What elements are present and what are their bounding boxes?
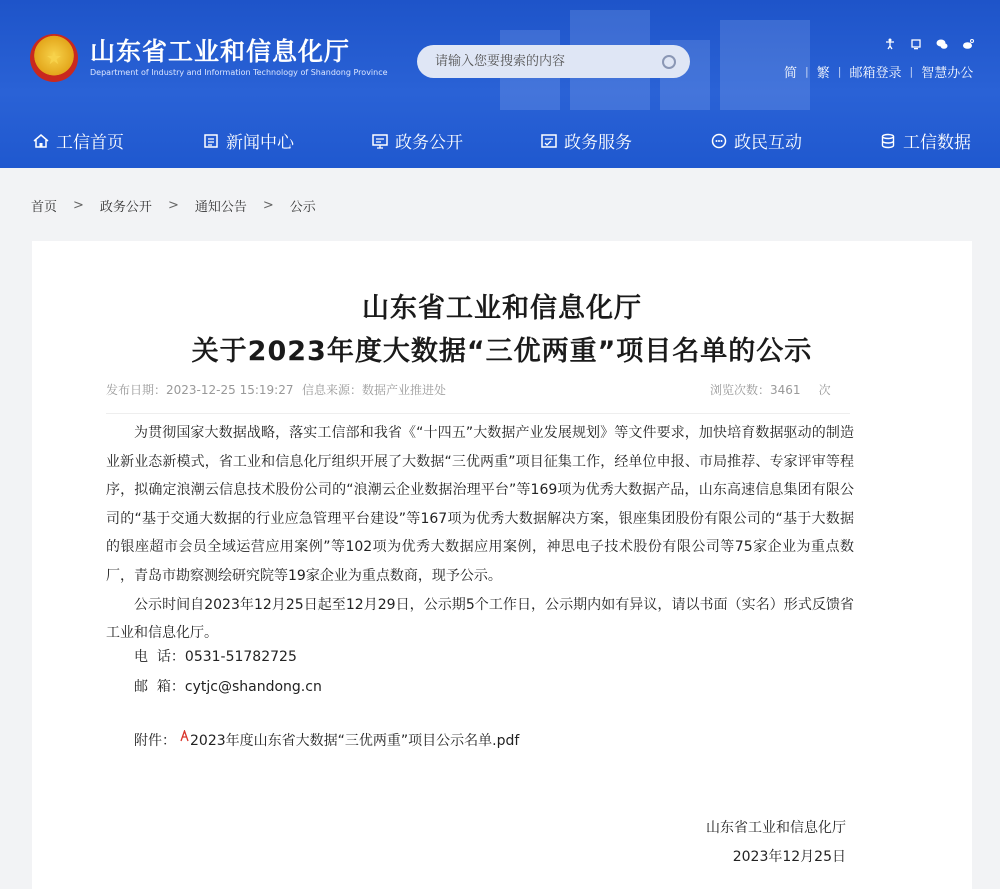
attachment-label: 附件： [134,733,176,749]
phone-label: 电 话： [134,649,185,665]
separator: | [837,65,842,78]
site-header [0,0,1000,168]
separator: | [909,65,914,78]
views-label: 浏览次数： [710,383,771,397]
email-label: 邮 箱： [134,679,185,695]
monitor-icon [371,132,389,150]
accessibility-icon[interactable] [884,38,896,50]
publish-value: 2023-12-25 15:19:27 [166,383,294,397]
breadcrumb-notices[interactable]: 通知公告 [194,200,247,215]
email-value: cytjc@shandong.cn [184,679,322,695]
breadcrumb-separator: > [167,198,179,213]
wechat-icon[interactable] [936,38,948,50]
mobile-icon[interactable] [910,38,922,50]
contact-phone [134,646,297,666]
signature-date: 2023年12月25日 [732,849,846,865]
database-icon [879,132,897,150]
source-value: 数据产业推进处 [362,383,447,397]
breadcrumb-separator: > [262,198,274,213]
article-body [106,419,854,648]
search-icon[interactable] [662,55,676,69]
publish-date [106,381,293,398]
views-unit: 次 [818,383,831,397]
breadcrumb [31,196,316,215]
pdf-icon [180,730,189,742]
publish-label: 发布日期： [106,383,167,397]
nav-interaction[interactable] [710,128,802,153]
attachment-link[interactable]: 2023年度山东省大数据“三优两重”项目公示名单.pdf [190,733,520,749]
nav-services[interactable] [540,128,632,153]
article-paragraph: 为贯彻国家大数据战略，落实工信部和我省《“十四五”大数据产业发展规划》等文件要求，加快培育数据驱动的制造业新业态新模式，省工业和信息化厅组织开展了大数据“三优两重”项目征集工作，经单位申报、市局推荐、专家评审等程序，拟确定浪潮云信息技术股份公司的“浪潮云企业数据治理平台”等169项为优秀大数据产品，山东高速信息集团有限公司的“基于交通大数据的行业应急管理平台建设”等167项为优秀大数据解决方案，银座集团股份有限公司的“基于大数据的银座超市会员全域运营应用案例”等102项为优秀大数据应用案例，神思电子技术股份有限公司等75家企业为重点数厂，青岛市勘察测绘研究院等19家企业为重点数商，现予公示。 [106,425,854,584]
search-input[interactable] [435,54,662,69]
utility-links [784,62,973,81]
news-icon [202,132,220,150]
site-name-en: Department of Industry and Information Technology of Shandong Province [90,68,388,77]
article-paragraph: 公示时间自2023年12月25日起至12月29日，公示期5个工作日，公示期内如有异议，请以书面（实名）形式反馈省工业和信息化厅。 [106,596,854,642]
nav-label: 工信首页 [56,133,124,153]
nav-label: 新闻中心 [226,133,294,153]
views-value: 3461 [770,383,801,397]
source-label: 信息来源： [302,383,363,397]
nav-label: 工信数据 [903,133,971,153]
nav-label: 政务公开 [395,133,463,153]
utility-icons [884,38,974,50]
national-emblem-icon: ★ [30,34,78,82]
nav-home[interactable] [32,128,124,153]
view-count [710,381,831,398]
service-icon [540,132,558,150]
article-title-line2: 关于2023年度大数据“三优两重”项目名单的公示 [191,336,813,367]
weibo-icon[interactable] [962,38,974,50]
attachment [134,730,519,750]
contact-email [134,676,322,696]
nav-label: 政民互动 [734,133,802,153]
breadcrumb-separator: > [73,198,84,213]
separator: | [805,65,809,78]
breadcrumb-publicity[interactable]: 公示 [289,200,316,215]
main-nav [0,116,1000,164]
chat-icon [710,132,728,150]
breadcrumb-home[interactable]: 首页 [31,200,58,215]
site-name: 山东省工业和信息化厅 [90,37,351,66]
site-title [90,37,388,79]
nav-government-affairs[interactable] [371,128,463,153]
breadcrumb-government-affairs[interactable]: 政务公开 [99,200,152,215]
phone-value: 0531-51782725 [184,649,297,665]
simplified-chinese-link[interactable]: 简 [784,66,798,81]
signature-org: 山东省工业和信息化厅 [706,820,846,836]
home-icon [32,132,50,150]
meta-divider [106,413,850,414]
mailbox-login-link[interactable]: 邮箱登录 [849,66,902,81]
smart-office-link[interactable]: 智慧办公 [921,66,974,81]
search-box [417,45,690,78]
info-source [302,381,446,398]
nav-news[interactable] [202,128,294,153]
article-title-line1: 山东省工业和信息化厅 [362,293,642,324]
site-logo[interactable] [30,34,388,82]
article-card [32,241,972,889]
traditional-chinese-link[interactable]: 繁 [816,66,830,81]
nav-data[interactable] [879,128,971,153]
nav-label: 政务服务 [564,133,632,153]
